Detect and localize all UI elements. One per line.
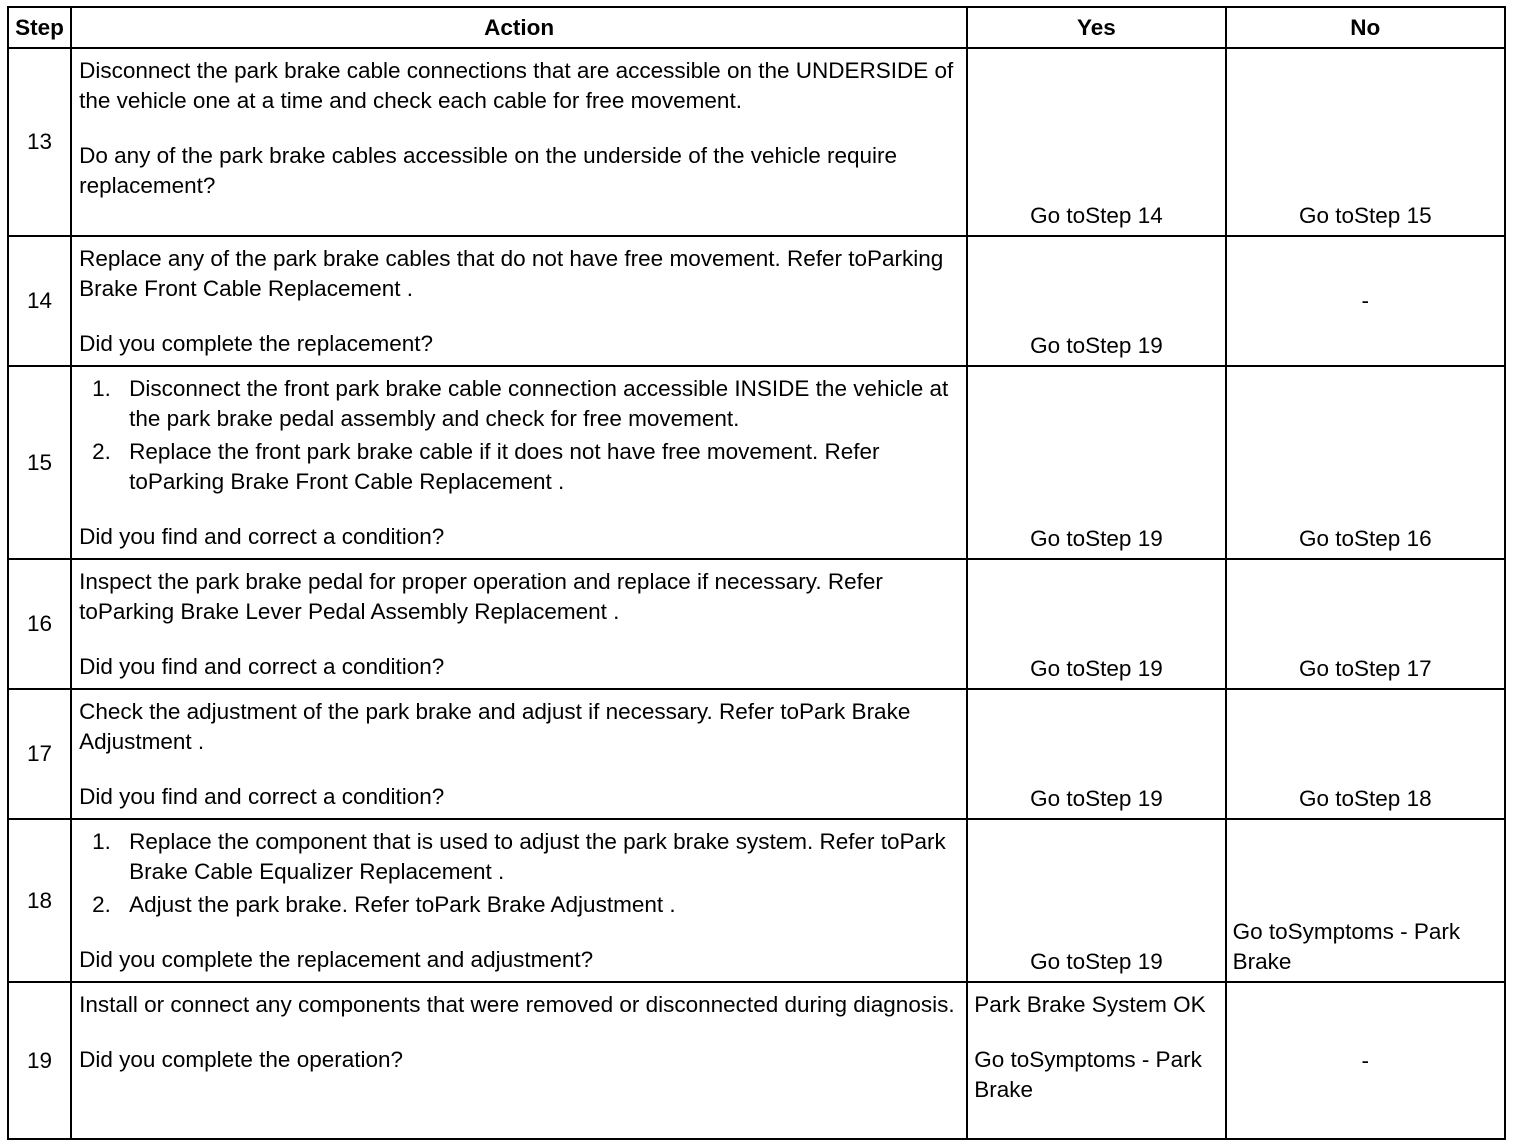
action-cell — [71, 982, 967, 1139]
step-number: 15 — [8, 366, 71, 559]
action-question: Did you find and correct a condition? — [79, 654, 445, 679]
diagnostic-table — [7, 6, 1506, 1140]
yes-cell: Go toStep 14 — [967, 48, 1225, 236]
no-cell: - — [1226, 982, 1505, 1139]
step-number: 19 — [8, 982, 71, 1139]
table-row — [8, 689, 1505, 819]
list-text: Adjust the park brake. Refer toPark Brake Adjustment . — [129, 892, 676, 917]
table-row — [8, 236, 1505, 366]
step-number: 17 — [8, 689, 71, 819]
step-number: 16 — [8, 559, 71, 689]
table-row — [8, 366, 1505, 559]
list-item — [79, 437, 960, 497]
yes-cell — [967, 982, 1225, 1139]
table-row — [8, 559, 1505, 689]
action-cell — [71, 689, 967, 819]
action-question: Did you complete the replacement and adjustment? — [79, 947, 594, 972]
list-number: 2. — [92, 439, 111, 464]
action-question: Do any of the park brake cables accessible on the underside of the vehicle require replacement? — [79, 143, 898, 198]
action-question: Did you complete the replacement? — [79, 331, 434, 356]
list-number: 2. — [92, 892, 111, 917]
list-number: 1. — [92, 376, 111, 401]
yes-cell: Go toStep 19 — [967, 559, 1225, 689]
list-item — [79, 827, 960, 887]
action-question: Did you find and correct a condition? — [79, 784, 445, 809]
action-text: Disconnect the park brake cable connections that are accessible on the UNDERSIDE of the vehicle one at a time and check each cable for free movement. — [79, 58, 954, 113]
yes-goto-text: Go toSymptoms - Park Brake — [974, 1047, 1202, 1102]
list-text: Disconnect the front park brake cable connection accessible INSIDE the vehicle at the park brake pedal assembly and check for free movement. — [129, 376, 949, 431]
list-item — [79, 374, 960, 434]
action-text: Install or connect any components that were removed or disconnected during diagnosis. — [79, 992, 955, 1017]
table-row — [8, 819, 1505, 982]
no-cell: Go toStep 17 — [1226, 559, 1505, 689]
step-number: 14 — [8, 236, 71, 366]
no-cell: Go toStep 18 — [1226, 689, 1505, 819]
diagnostic-table-page — [7, 6, 1506, 1140]
action-cell — [71, 48, 967, 236]
action-cell — [71, 819, 967, 982]
table-row — [8, 982, 1505, 1139]
list-item — [79, 890, 960, 920]
action-question: Did you find and correct a condition? — [79, 524, 445, 549]
list-text: Replace the component that is used to adjust the park brake system. Refer toPark Brake Cable Equalizer Replacement . — [129, 829, 946, 884]
no-cell: Go toStep 16 — [1226, 366, 1505, 559]
header-no: No — [1226, 7, 1505, 48]
yes-cell: Go toStep 19 — [967, 819, 1225, 982]
action-question: Did you complete the operation? — [79, 1047, 404, 1072]
step-number: 13 — [8, 48, 71, 236]
yes-cell: Go toStep 19 — [967, 689, 1225, 819]
action-cell — [71, 366, 967, 559]
action-text: Check the adjustment of the park brake and adjust if necessary. Refer toPark Brake Adjustment . — [79, 699, 911, 754]
yes-ok-text: Park Brake System OK — [974, 992, 1206, 1017]
step-number: 18 — [8, 819, 71, 982]
no-cell: Go toStep 15 — [1226, 48, 1505, 236]
action-text: Replace any of the park brake cables that do not have free movement. Refer toParking Brake Front Cable Replacement . — [79, 246, 944, 301]
table-row — [8, 48, 1505, 236]
table-header-row — [8, 7, 1505, 48]
header-yes: Yes — [967, 7, 1225, 48]
action-text: Inspect the park brake pedal for proper operation and replace if necessary. Refer toParking Brake Lever Pedal Assembly Replacement . — [79, 569, 883, 624]
no-cell: Go toSymptoms - Park Brake — [1226, 819, 1505, 982]
yes-cell: Go toStep 19 — [967, 366, 1225, 559]
header-step: Step — [8, 7, 71, 48]
yes-cell: Go toStep 19 — [967, 236, 1225, 366]
no-cell: - — [1226, 236, 1505, 366]
action-list — [79, 374, 960, 497]
action-cell — [71, 559, 967, 689]
list-text: Replace the front park brake cable if it does not have free movement. Refer toParking Brake Front Cable Replacement . — [129, 439, 880, 494]
header-action: Action — [71, 7, 967, 48]
action-cell — [71, 236, 967, 366]
list-number: 1. — [92, 829, 111, 854]
action-list — [79, 827, 960, 920]
